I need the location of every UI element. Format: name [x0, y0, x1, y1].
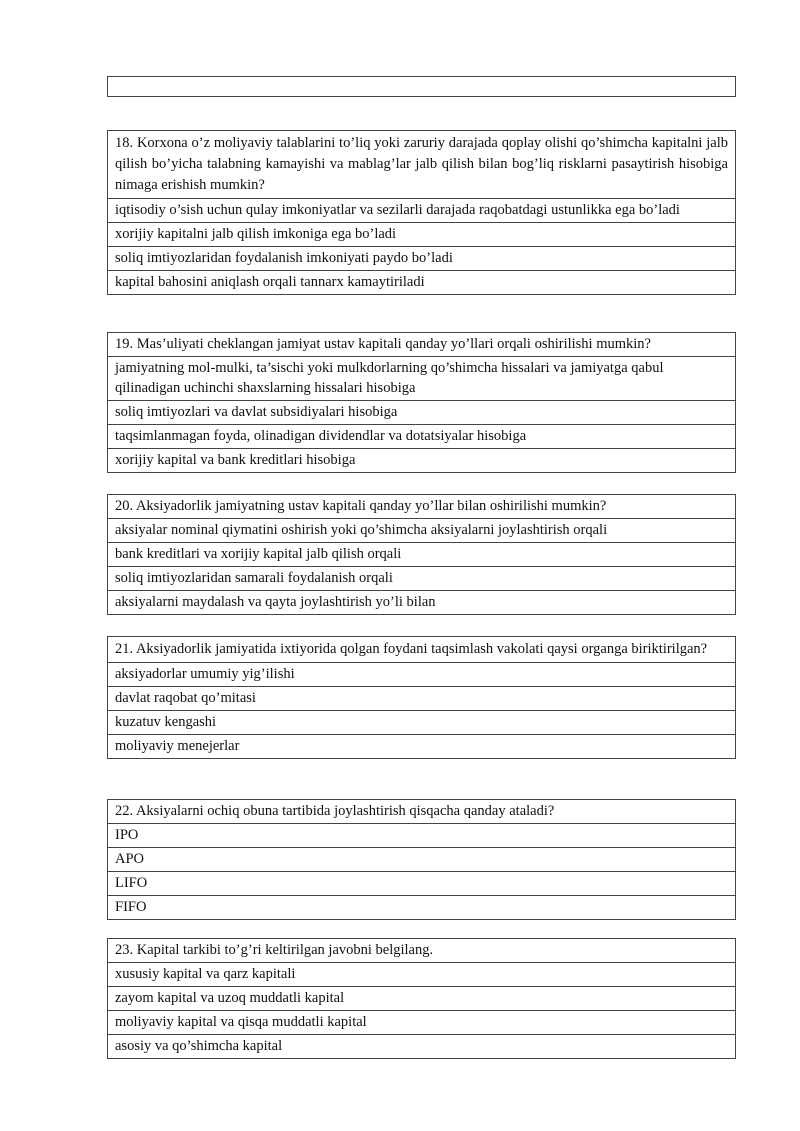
answer-option: xorijiy kapital va bank kreditlari hisobiga [108, 449, 736, 473]
question-table-22 [107, 799, 736, 920]
answer-option: jamiyatning mol-mulki, ta’sischi yoki mulkdorlarning qo’shimcha hissalari va jamiyatga qabul qilinadigan uchinchi shaxslarning hissalari hisobiga [108, 357, 736, 401]
question-table-23 [107, 938, 736, 1059]
answer-option: taqsimlanmagan foyda, olinadigan dividendlar va dotatsiyalar hisobiga [108, 425, 736, 449]
question-text: 20. Aksiyadorlik jamiyatning ustav kapitali qanday yo’llar bilan oshirilishi mumkin? [108, 495, 736, 519]
question-text: 22. Aksiyalarni ochiq obuna tartibida joylashtirish qisqacha qanday ataladi? [108, 800, 736, 824]
question-text: 19. Mas’uliyati cheklangan jamiyat ustav kapitali qanday yo’llari orqali oshirilishi mumkin? [108, 333, 736, 357]
answer-option: bank kreditlari va xorijiy kapital jalb qilish orqali [108, 543, 736, 567]
answer-option: xorijiy kapitalni jalb qilish imkoniga ega bo’ladi [108, 223, 736, 247]
answer-option: soliq imtiyozlaridan samarali foydalanish orqali [108, 567, 736, 591]
answer-option: aksiyalarni maydalash va qayta joylashtirish yo’li bilan [108, 591, 736, 615]
answer-option: LIFO [108, 872, 736, 896]
answer-option: soliq imtiyozlaridan foydalanish imkoniyati paydo bo’ladi [108, 247, 736, 271]
question-text: 18. Korxona o’z moliyaviy talablarini to’liq yoki zaruriy darajada qoplay olishi qo’shimcha kapitalni jalb qilish bo’yicha talabning kamayishi va mablag’lar jalb qilish bilan bog’liq risklarni pasaytirish hisobiga nimaga erishish mumkin? [108, 131, 736, 199]
answer-option: APO [108, 848, 736, 872]
answer-option: davlat raqobat qo’mitasi [108, 687, 736, 711]
question-text: 21. Aksiyadorlik jamiyatida ixtiyorida qolgan foydani taqsimlash vakolati qaysi organga biriktirilgan? [108, 637, 736, 663]
answer-option: aksiyadorlar umumiy yig’ilishi [108, 663, 736, 687]
answer-option: kapital bahosini aniqlash orqali tannarx kamaytiriladi [108, 271, 736, 295]
question-table-19 [107, 332, 736, 473]
answer-option: moliyaviy menejerlar [108, 735, 736, 759]
answer-option: moliyaviy kapital va qisqa muddatli kapital [108, 1011, 736, 1035]
answer-option: zayom kapital va uzoq muddatli kapital [108, 987, 736, 1011]
answer-option: asosiy va qo’shimcha kapital [108, 1035, 736, 1059]
answer-option: FIFO [108, 896, 736, 920]
answer-option: IPO [108, 824, 736, 848]
question-table-18 [107, 130, 736, 295]
answer-option: soliq imtiyozlari va davlat subsidiyalari hisobiga [108, 401, 736, 425]
question-table-21 [107, 636, 736, 759]
answer-option: iqtisodiy o’sish uchun qulay imkoniyatlar va sezilarli darajada raqobatdagi ustunlikka ega bo’ladi [108, 199, 736, 223]
answer-option: aksiyalar nominal qiymatini oshirish yoki qo’shimcha aksiyalarni joylashtirish orqali [108, 519, 736, 543]
empty-table-row [107, 76, 736, 97]
answer-option: kuzatuv kengashi [108, 711, 736, 735]
answer-option: xususiy kapital va qarz kapitali [108, 963, 736, 987]
question-text: 23. Kapital tarkibi to’g’ri keltirilgan javobni belgilang. [108, 939, 736, 963]
question-table-20 [107, 494, 736, 615]
